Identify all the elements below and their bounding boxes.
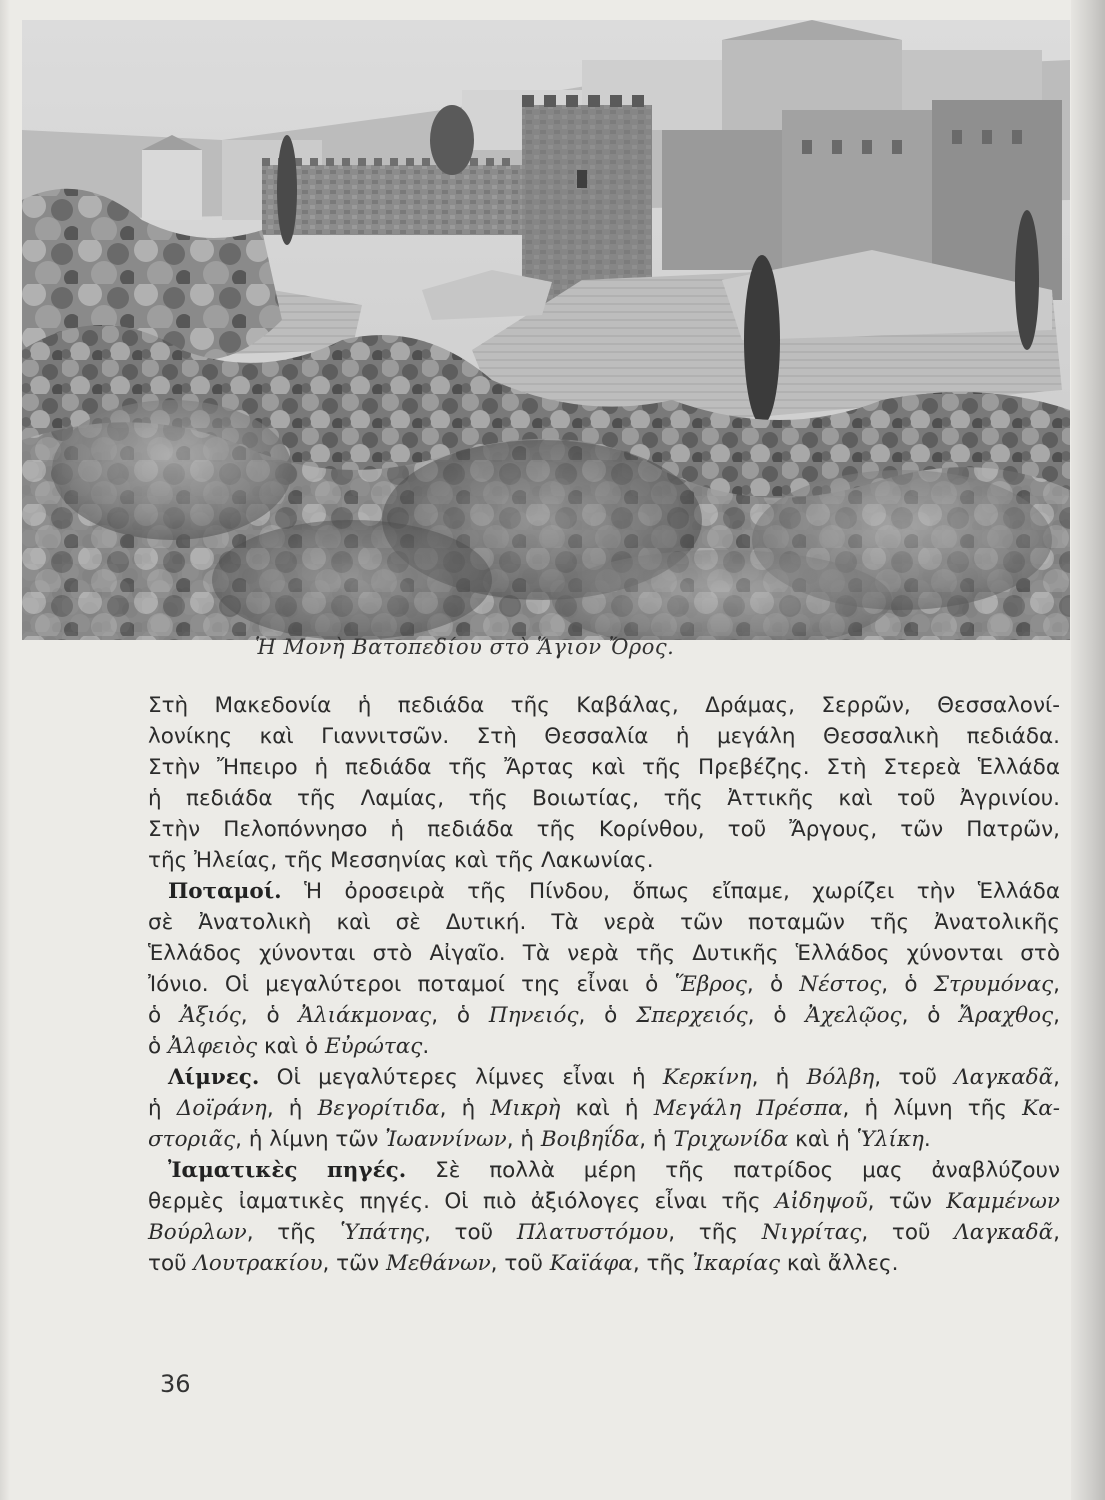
text-line: τοῦ Λουτρακίου, τῶν Μεθάνων, τοῦ Καϊάφα, τῆς Ἰκαρίας καὶ ἄλλες. [148, 1251, 899, 1276]
text-line: Ἰόνιο. Οἱ μεγαλύτεροι ποταμοί της εἶναι ὁ Ἕβρος, ὁ Νέστος, ὁ Στρυμόνας, [148, 972, 1060, 997]
rivers-paragraph [148, 876, 1060, 1062]
springs-paragraph [148, 1155, 1060, 1279]
text-line: Ἰαματικὲς πηγές. Σὲ πολλὰ μέρη τῆς πατρίδος μας ἀναβλύζουν [168, 1158, 1060, 1183]
page-right-edge [1071, 0, 1105, 1500]
plains-paragraph [148, 690, 1060, 876]
text-line: στοριᾶς, ἡ λίμνη τῶν Ἰωαννίνων, ἡ Βοιβηΐδα, ἡ Τριχωνίδα καὶ ἡ Ὑλίκη. [148, 1127, 931, 1152]
springs-heading: Ἰαματικὲς πηγές. [168, 1158, 407, 1183]
text-line: Στὴ Μακεδονία ἡ πεδιάδα τῆς Καβάλας, Δράμας, Σερρῶν, Θεσσαλονί- [148, 693, 1060, 718]
text-line: Ἑλλάδος χύνονται στὸ Αἰγαῖο. Τὰ νερὰ τῆς Δυτικῆς Ἑλλάδος χύνονται στὸ [148, 941, 1060, 966]
monastery-photo [22, 20, 1070, 640]
text-line: ὁ Ἀξιός, ὁ Ἀλιάκμονας, ὁ Πηνειός, ὁ Σπερχειός, ὁ Ἀχελῷος, ὁ Ἄραχθος, [148, 1003, 1060, 1028]
lakes-heading: Λίμνες. [168, 1065, 260, 1090]
text-line: Βούρλων, τῆς Ὑπάτης, τοῦ Πλατυστόμου, τῆς Νιγρίτας, τοῦ Λαγκαδᾶ, [148, 1220, 1060, 1245]
text-line: ἡ πεδιάδα τῆς Λαμίας, τῆς Βοιωτίας, τῆς Ἀττικῆς καὶ τοῦ Ἀγρινίου. [148, 786, 1060, 811]
rivers-heading: Ποταμοί. [168, 879, 282, 904]
text-line: Ποταμοί. Ἡ ὀροσειρὰ τῆς Πίνδου, ὅπως εἴπαμε, χωρίζει τὴν Ἑλλάδα [168, 879, 1060, 904]
text-line: λονίκης καὶ Γιαννιτσῶν. Στὴ Θεσσαλία ἡ μεγάλη Θεσσαλικὴ πεδιάδα. [148, 724, 1060, 749]
text-line: ὁ Ἀλφειὸς καὶ ὁ Εὐρώτας. [148, 1034, 430, 1059]
text-line: σὲ Ἀνατολικὴ καὶ σὲ Δυτική. Τὰ νερὰ τῶν ποταμῶν τῆς Ἀνατολικῆς [148, 910, 1060, 935]
body-text [148, 690, 1060, 1279]
text-line: θερμὲς ἰαματικὲς πηγές. Οἱ πιὸ ἀξιόλογες εἶναι τῆς Αἰδηψοῦ, τῶν Καμμένων [148, 1189, 1061, 1214]
text-line: Λίμνες. Οἱ μεγαλύτερες λίμνες εἶναι ἡ Κερκίνη, ἡ Βόλβη, τοῦ Λαγκαδᾶ, [168, 1065, 1060, 1090]
text-line: Στὴν Ἤπειρο ἡ πεδιάδα τῆς Ἄρτας καὶ τῆς Πρεβέζης. Στὴ Στερεὰ Ἑλλάδα [148, 755, 1060, 780]
monastery-photo-graphic [22, 20, 1070, 640]
text-line: Στὴν Πελοπόννησο ἡ πεδιάδα τῆς Κορίνθου, τοῦ Ἄργους, τῶν Πατρῶν, [148, 817, 1060, 842]
page-left-shadow [0, 0, 10, 1500]
page-number: 36 [160, 1370, 191, 1398]
text-line: τῆς Ἠλείας, τῆς Μεσσηνίας καὶ τῆς Λακωνίας. [148, 848, 654, 873]
lakes-paragraph [148, 1062, 1060, 1155]
text-line: ἡ Δοϊράνη, ἡ Βεγορίτιδα, ἡ Μικρὴ καὶ ἡ Μεγάλη Πρέσπα, ἡ λίμνη τῆς Κα- [148, 1096, 1060, 1121]
photo-caption: Ἡ Μονὴ Βατοπεδίου στὸ Ἅγιον Ὄρος. [255, 635, 675, 659]
